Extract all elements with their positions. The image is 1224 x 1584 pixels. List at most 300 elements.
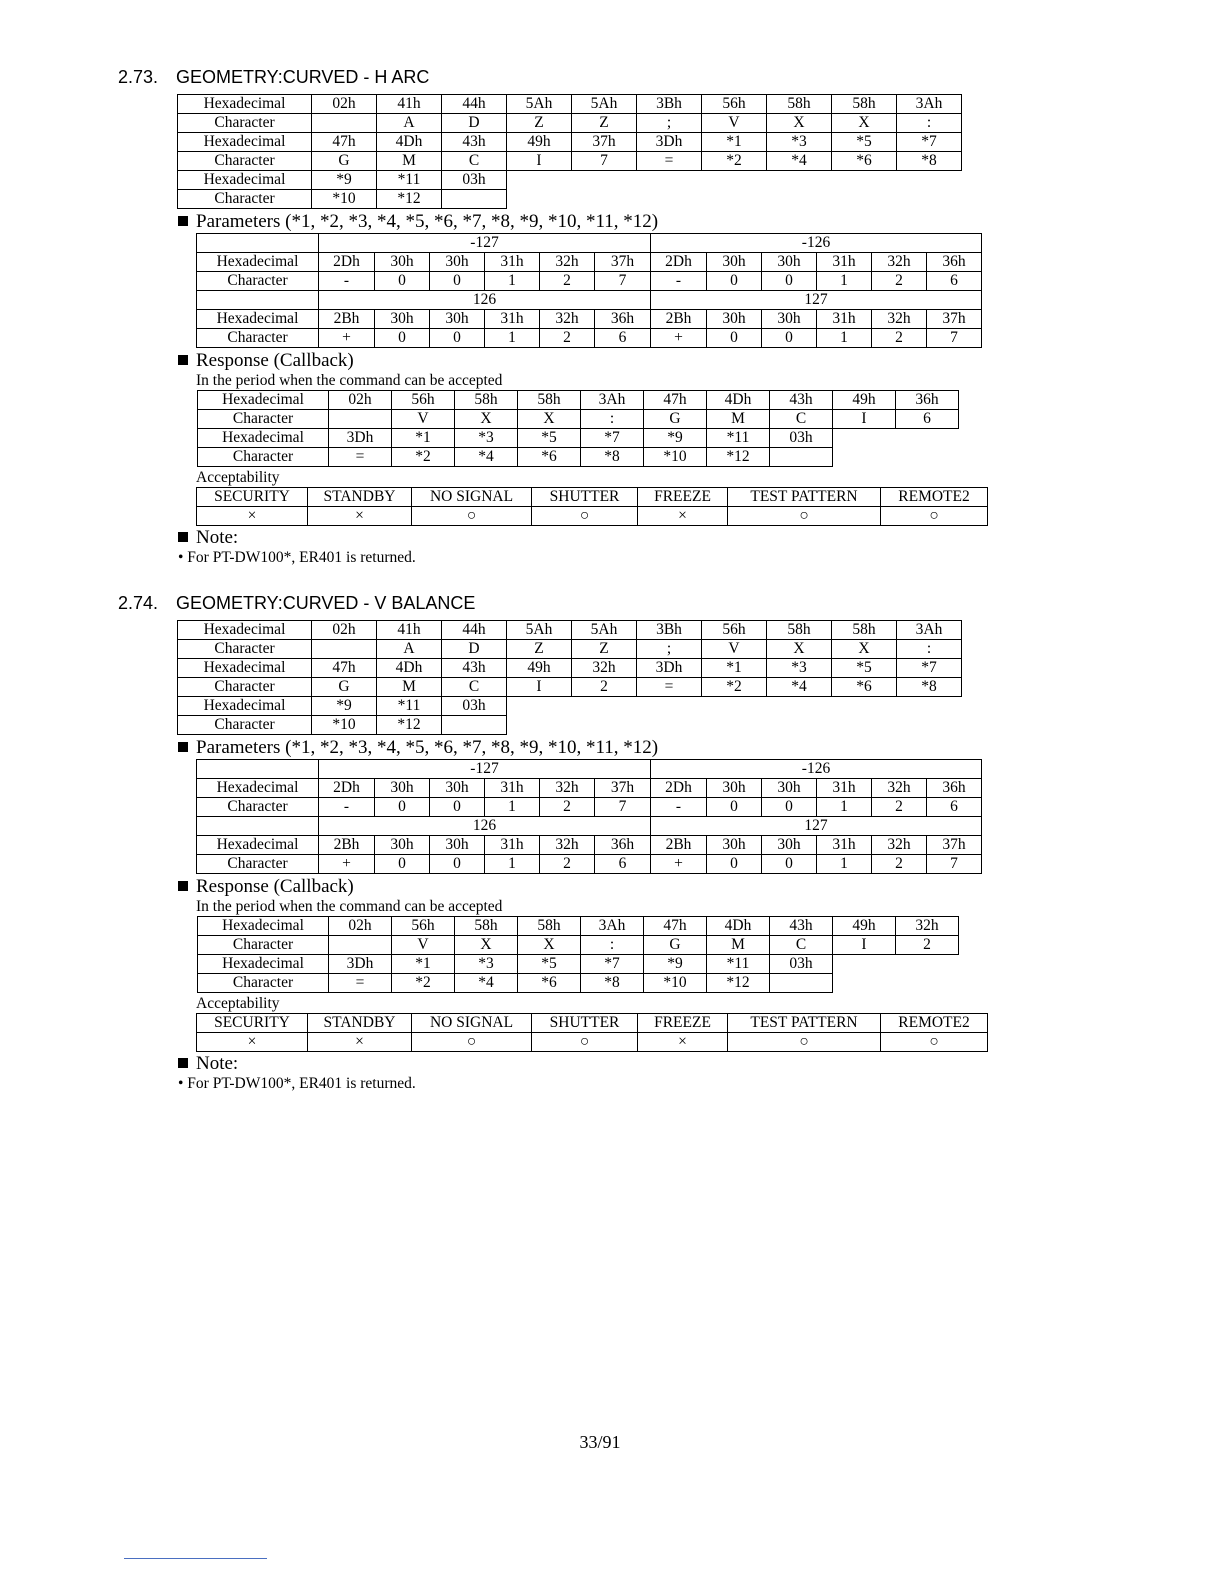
- table-cell: Z: [507, 114, 572, 133]
- table-cell: 6: [927, 272, 982, 291]
- table-cell: 56h: [702, 621, 767, 640]
- acceptability-value: [308, 507, 412, 526]
- row-label: Hexadecimal: [198, 391, 329, 410]
- table-cell: *10: [312, 190, 377, 209]
- accepted-circle-icon: ○: [579, 1033, 590, 1050]
- table-cell: :: [897, 640, 962, 659]
- table-cell: 2Dh: [651, 253, 707, 272]
- rejected-cross-icon: ×: [247, 1033, 257, 1050]
- acceptability-table: [196, 487, 988, 526]
- table-cell: *7: [581, 955, 644, 974]
- rejected-cross-icon: ×: [678, 507, 687, 524]
- footer-rule: [124, 1558, 267, 1559]
- table-cell: 7: [572, 152, 637, 171]
- table-cell: 36h: [595, 836, 651, 855]
- table-cell: 2: [896, 936, 959, 955]
- table-row: [198, 974, 959, 993]
- table-cell: 2Dh: [319, 779, 375, 798]
- section-number: 2.74.: [118, 593, 159, 613]
- table-cell: I: [507, 678, 572, 697]
- table-cell: *9: [312, 171, 377, 190]
- table-cell: [197, 817, 319, 836]
- table-row: [178, 659, 962, 678]
- table-row: [197, 310, 982, 329]
- table-cell: 0: [375, 798, 430, 817]
- table-cell: 31h: [817, 253, 872, 272]
- table-cell: -: [651, 798, 707, 817]
- parameters-heading: [178, 737, 658, 759]
- table-row: [197, 855, 982, 874]
- table-cell: I: [833, 936, 896, 955]
- table-cell: 5Ah: [572, 621, 637, 640]
- table-cell: *2: [702, 152, 767, 171]
- table-cell: A: [377, 114, 442, 133]
- table-row: [197, 779, 982, 798]
- table-cell: C: [442, 678, 507, 697]
- table-cell: 02h: [312, 621, 377, 640]
- table-cell: 6: [896, 410, 959, 429]
- table-cell: *6: [518, 448, 581, 467]
- table-cell: 30h: [707, 779, 762, 798]
- table-cell: G: [312, 678, 377, 697]
- acceptability-header: TEST PATTERN: [728, 1014, 881, 1033]
- response-heading: [178, 350, 354, 372]
- table-cell: 7: [595, 272, 651, 291]
- table-cell: *8: [897, 152, 962, 171]
- table-cell: [329, 410, 392, 429]
- row-label: Hexadecimal: [178, 621, 312, 640]
- table-cell: 58h: [455, 917, 518, 936]
- acceptability-value: [308, 1033, 412, 1052]
- accepted-circle-icon: ○: [929, 507, 939, 524]
- table-cell: [442, 716, 507, 735]
- table-cell: 5Ah: [507, 95, 572, 114]
- table-cell: 3Bh: [637, 95, 702, 114]
- acceptability-header: SHUTTER: [532, 488, 638, 507]
- section-title: GEOMETRY:CURVED - H ARC: [176, 67, 430, 87]
- table-cell: *5: [518, 955, 581, 974]
- table-cell: 2: [540, 272, 595, 291]
- table-cell: 5Ah: [507, 621, 572, 640]
- table-cell: 37h: [927, 310, 982, 329]
- table-cell: *3: [767, 133, 832, 152]
- table-cell: 37h: [595, 253, 651, 272]
- table-cell: V: [702, 114, 767, 133]
- table-cell: 32h: [872, 779, 927, 798]
- table-cell: [442, 190, 507, 209]
- table-row: [178, 190, 962, 209]
- table-row: [178, 678, 962, 697]
- table-cell: 47h: [312, 133, 377, 152]
- table-cell: =: [637, 152, 702, 171]
- response-caption: In the period when the command can be accepted: [196, 898, 503, 915]
- table-cell: 2Bh: [319, 836, 375, 855]
- bullet-square-icon: [178, 1058, 188, 1068]
- bullet-square-icon: [178, 532, 188, 542]
- table-cell: :: [581, 936, 644, 955]
- table-cell: Z: [572, 640, 637, 659]
- acceptability-value: [412, 1033, 532, 1052]
- table-cell: C: [770, 936, 833, 955]
- table-cell: *2: [392, 448, 455, 467]
- row-label: Character: [197, 798, 319, 817]
- table-cell: 43h: [770, 917, 833, 936]
- row-label: Hexadecimal: [197, 310, 319, 329]
- table-cell: *11: [377, 697, 442, 716]
- table-cell: 43h: [442, 133, 507, 152]
- table-cell: *2: [392, 974, 455, 993]
- table-row: [198, 955, 959, 974]
- response-table: [197, 916, 959, 993]
- table-row: [198, 391, 959, 410]
- table-cell: +: [319, 855, 375, 874]
- table-cell: *6: [832, 678, 897, 697]
- param-value-right: 127: [651, 817, 982, 836]
- table-cell: 58h: [832, 621, 897, 640]
- table-cell: [312, 114, 377, 133]
- table-cell: *7: [581, 429, 644, 448]
- accepted-circle-icon: ○: [799, 507, 809, 524]
- accepted-circle-icon: ○: [929, 1033, 939, 1050]
- acceptability-value: [197, 1033, 308, 1052]
- table-cell: 49h: [507, 133, 572, 152]
- table-cell: M: [707, 410, 770, 429]
- table-cell: 30h: [375, 836, 430, 855]
- table-row: [197, 836, 982, 855]
- table-cell: *5: [832, 659, 897, 678]
- table-cell: 58h: [767, 621, 832, 640]
- table-cell: 30h: [375, 253, 430, 272]
- table-cell: 2: [540, 798, 595, 817]
- row-label: Hexadecimal: [178, 171, 312, 190]
- table-cell: 58h: [518, 391, 581, 410]
- rejected-cross-icon: ×: [355, 1033, 364, 1050]
- table-cell: *4: [455, 448, 518, 467]
- table-cell: 03h: [770, 429, 833, 448]
- table-row: [197, 1033, 988, 1052]
- table-cell: =: [637, 678, 702, 697]
- section-title: GEOMETRY:CURVED - V BALANCE: [176, 593, 476, 613]
- table-cell: G: [644, 936, 707, 955]
- acceptability-value: [412, 507, 532, 526]
- table-row: [178, 95, 962, 114]
- table-cell: 1: [485, 272, 540, 291]
- table-cell: I: [833, 410, 896, 429]
- row-label: Hexadecimal: [178, 659, 312, 678]
- value-row: [197, 760, 982, 779]
- table-cell: 3Dh: [329, 429, 392, 448]
- table-cell: 7: [927, 329, 982, 348]
- row-label: Character: [178, 114, 312, 133]
- table-cell: 31h: [817, 836, 872, 855]
- row-label: Hexadecimal: [178, 95, 312, 114]
- table-cell: X: [455, 410, 518, 429]
- page-number: 33/91: [579, 1432, 621, 1452]
- table-cell: *9: [312, 697, 377, 716]
- table-cell: 30h: [762, 253, 817, 272]
- table-cell: *8: [897, 678, 962, 697]
- row-label: Character: [198, 974, 329, 993]
- table-cell: 0: [430, 272, 485, 291]
- table-cell: :: [897, 114, 962, 133]
- table-cell: 3Ah: [581, 391, 644, 410]
- rejected-cross-icon: ×: [678, 1033, 687, 1050]
- param-value-left: -127: [319, 760, 651, 779]
- table-cell: 37h: [595, 779, 651, 798]
- table-cell: 2: [872, 329, 927, 348]
- row-label: Hexadecimal: [198, 955, 329, 974]
- table-cell: 44h: [442, 95, 507, 114]
- note-heading-text: Note:: [196, 527, 239, 548]
- table-cell: 1: [485, 329, 540, 348]
- acceptability-header: SHUTTER: [532, 1014, 638, 1033]
- table-cell: *3: [455, 429, 518, 448]
- table-cell: 1: [817, 798, 872, 817]
- row-label: Character: [197, 272, 319, 291]
- table-cell: *8: [581, 974, 644, 993]
- table-cell: +: [651, 855, 707, 874]
- response-table: [197, 390, 959, 467]
- table-cell: 32h: [872, 253, 927, 272]
- table-cell: 6: [595, 855, 651, 874]
- row-label: Hexadecimal: [197, 836, 319, 855]
- table-cell: 2: [872, 855, 927, 874]
- table-cell: *11: [707, 429, 770, 448]
- table-cell: 3Ah: [897, 95, 962, 114]
- table-cell: *4: [455, 974, 518, 993]
- table-row: [178, 697, 962, 716]
- acceptability-value: [728, 507, 881, 526]
- bullet-square-icon: [178, 355, 188, 365]
- table-cell: 3Ah: [581, 917, 644, 936]
- table-cell: 4Dh: [377, 659, 442, 678]
- acceptability-header: STANDBY: [308, 488, 412, 507]
- table-cell: *6: [832, 152, 897, 171]
- row-label: Character: [198, 936, 329, 955]
- acceptability-value: [881, 507, 988, 526]
- table-cell: 03h: [770, 955, 833, 974]
- acceptability-value: [638, 507, 728, 526]
- section-heading: [118, 592, 475, 614]
- table-cell: 30h: [430, 310, 485, 329]
- table-cell: -: [319, 272, 375, 291]
- table-cell: *2: [702, 678, 767, 697]
- command-table: [177, 94, 962, 209]
- table-cell: 32h: [540, 836, 595, 855]
- response-heading: [178, 876, 354, 898]
- table-cell: 58h: [832, 95, 897, 114]
- table-cell: 32h: [540, 253, 595, 272]
- table-cell: 1: [817, 855, 872, 874]
- table-cell: 3Dh: [329, 955, 392, 974]
- table-cell: 58h: [455, 391, 518, 410]
- row-label: Hexadecimal: [197, 779, 319, 798]
- acceptability-value: [532, 1033, 638, 1052]
- table-cell: C: [442, 152, 507, 171]
- table-cell: *11: [707, 955, 770, 974]
- table-cell: [197, 291, 319, 310]
- table-cell: *3: [455, 955, 518, 974]
- table-cell: 30h: [430, 836, 485, 855]
- table-cell: 2: [540, 855, 595, 874]
- table-cell: 7: [927, 855, 982, 874]
- table-row: [178, 716, 962, 735]
- table-cell: 43h: [770, 391, 833, 410]
- acceptability-header: TEST PATTERN: [728, 488, 881, 507]
- table-cell: 47h: [644, 391, 707, 410]
- table-cell: *1: [702, 659, 767, 678]
- table-cell: [197, 760, 319, 779]
- acceptability-header: FREEZE: [638, 1014, 728, 1033]
- table-row: [197, 507, 988, 526]
- table-cell: *10: [644, 448, 707, 467]
- table-cell: [329, 936, 392, 955]
- table-cell: X: [767, 114, 832, 133]
- table-cell: 36h: [896, 391, 959, 410]
- table-cell: X: [518, 410, 581, 429]
- table-cell: 37h: [927, 836, 982, 855]
- table-cell: I: [507, 152, 572, 171]
- table-cell: 02h: [329, 391, 392, 410]
- parameters-heading: [178, 211, 658, 233]
- bullet-square-icon: [178, 216, 188, 226]
- response-heading-text: Response (Callback): [196, 876, 354, 897]
- response-heading-text: Response (Callback): [196, 350, 354, 371]
- table-cell: 30h: [375, 310, 430, 329]
- table-row: [178, 152, 962, 171]
- table-cell: 7: [595, 798, 651, 817]
- table-cell: +: [319, 329, 375, 348]
- table-cell: 0: [762, 272, 817, 291]
- parameters-heading-text: Parameters (*1, *2, *3, *4, *5, *6, *7, *8, *9, *10, *11, *12): [196, 211, 659, 232]
- rejected-cross-icon: ×: [247, 507, 257, 524]
- row-label: Character: [197, 855, 319, 874]
- note-text: • For PT-DW100*, ER401 is returned.: [178, 1075, 416, 1092]
- table-cell: 2: [572, 678, 637, 697]
- param-value-right: 127: [651, 291, 982, 310]
- table-cell: 0: [375, 329, 430, 348]
- parameters-table: [196, 233, 982, 348]
- parameters-table: [196, 759, 982, 874]
- table-row: [197, 488, 988, 507]
- table-cell: -: [319, 798, 375, 817]
- acceptability-header: REMOTE2: [881, 1014, 988, 1033]
- table-row: [198, 936, 959, 955]
- row-label: Hexadecimal: [198, 429, 329, 448]
- table-cell: G: [312, 152, 377, 171]
- table-cell: *5: [832, 133, 897, 152]
- param-value-right: -126: [651, 760, 982, 779]
- table-cell: Z: [572, 114, 637, 133]
- accepted-circle-icon: ○: [579, 507, 590, 524]
- rejected-cross-icon: ×: [355, 507, 364, 524]
- acceptability-caption: Acceptability: [196, 469, 280, 486]
- table-cell: 30h: [762, 310, 817, 329]
- table-cell: *1: [392, 955, 455, 974]
- table-row: [197, 1014, 988, 1033]
- row-label: Character: [178, 640, 312, 659]
- table-cell: A: [377, 640, 442, 659]
- table-cell: 56h: [392, 391, 455, 410]
- table-cell: 1: [485, 855, 540, 874]
- table-cell: :: [581, 410, 644, 429]
- table-row: [178, 621, 962, 640]
- table-cell: 1: [485, 798, 540, 817]
- table-cell: 0: [375, 272, 430, 291]
- table-cell: 02h: [329, 917, 392, 936]
- table-cell: *8: [581, 448, 644, 467]
- acceptability-value: [197, 507, 308, 526]
- table-cell: *1: [392, 429, 455, 448]
- table-cell: 3Bh: [637, 621, 702, 640]
- table-cell: 2Bh: [651, 836, 707, 855]
- table-cell: -: [651, 272, 707, 291]
- table-cell: 3Dh: [637, 659, 702, 678]
- response-caption: In the period when the command can be accepted: [196, 372, 503, 389]
- bullet-square-icon: [178, 742, 188, 752]
- table-cell: 37h: [572, 133, 637, 152]
- table-cell: [312, 640, 377, 659]
- table-cell: 47h: [312, 659, 377, 678]
- table-cell: 6: [595, 329, 651, 348]
- table-cell: 32h: [872, 310, 927, 329]
- table-cell: 41h: [377, 621, 442, 640]
- table-cell: 4Dh: [707, 917, 770, 936]
- table-cell: X: [767, 640, 832, 659]
- acceptability-value: [728, 1033, 881, 1052]
- acceptability-value: [881, 1033, 988, 1052]
- table-cell: *10: [644, 974, 707, 993]
- table-cell: 36h: [927, 779, 982, 798]
- table-cell: Z: [507, 640, 572, 659]
- table-cell: 02h: [312, 95, 377, 114]
- row-label: Character: [198, 410, 329, 429]
- value-row: [197, 291, 982, 310]
- table-row: [178, 114, 962, 133]
- table-cell: 49h: [833, 917, 896, 936]
- table-cell: [770, 448, 833, 467]
- accepted-circle-icon: ○: [799, 1033, 809, 1050]
- table-cell: 32h: [540, 779, 595, 798]
- table-row: [178, 640, 962, 659]
- table-cell: 36h: [595, 310, 651, 329]
- table-cell: 0: [430, 329, 485, 348]
- table-cell: *1: [702, 133, 767, 152]
- table-cell: 0: [430, 798, 485, 817]
- table-cell: *4: [767, 152, 832, 171]
- table-cell: 2: [872, 272, 927, 291]
- table-cell: V: [392, 936, 455, 955]
- table-row: [178, 171, 962, 190]
- acceptability-caption: Acceptability: [196, 995, 280, 1012]
- table-cell: 32h: [540, 310, 595, 329]
- table-row: [198, 448, 959, 467]
- table-cell: =: [329, 974, 392, 993]
- table-cell: V: [392, 410, 455, 429]
- table-cell: 43h: [442, 659, 507, 678]
- table-cell: 49h: [507, 659, 572, 678]
- table-cell: X: [832, 640, 897, 659]
- table-cell: 2Bh: [319, 310, 375, 329]
- row-label: Character: [198, 448, 329, 467]
- table-cell: *12: [707, 448, 770, 467]
- table-cell: *6: [518, 974, 581, 993]
- table-cell: +: [651, 329, 707, 348]
- table-cell: D: [442, 640, 507, 659]
- table-cell: ;: [637, 114, 702, 133]
- accepted-circle-icon: ○: [466, 507, 477, 524]
- acceptability-header: FREEZE: [638, 488, 728, 507]
